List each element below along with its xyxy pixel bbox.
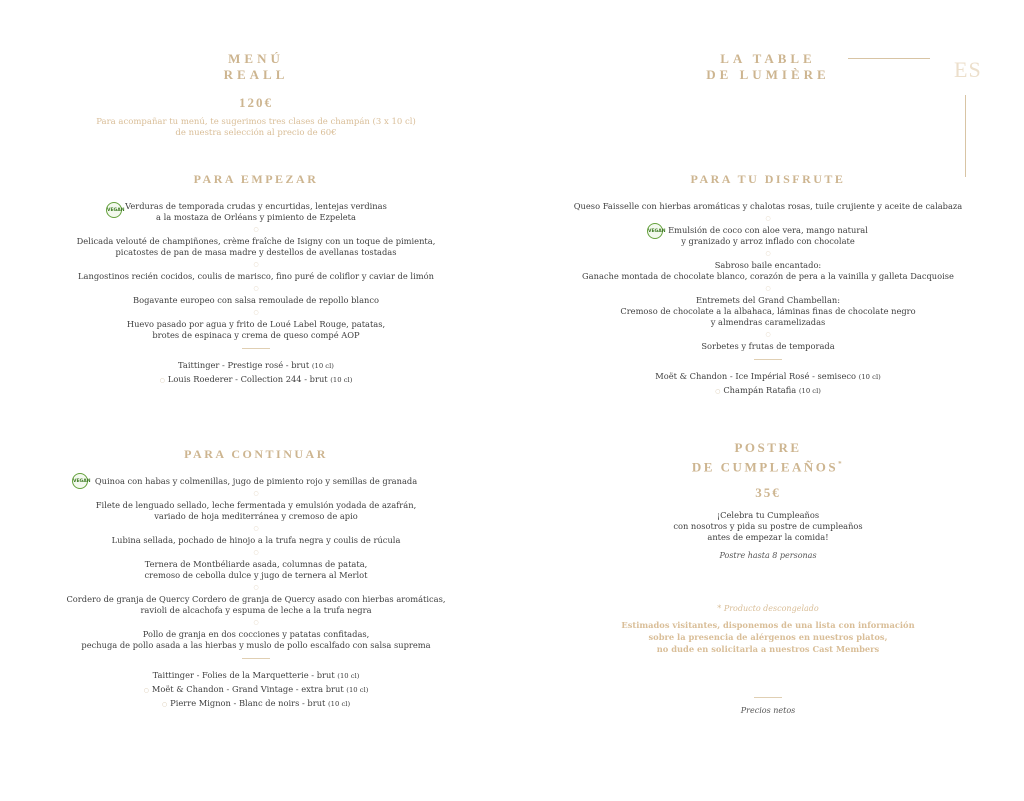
dish-item: Ternera de Montbéliarde asada, columnas de patata, cremoso de cebolla dulce y jugo de ternera al Merlot [144,559,368,580]
separator-dot: ○ [253,309,259,316]
menu-header [60,51,452,139]
vegan-badge-icon: VEGAN [647,223,663,239]
frozen-note: * Producto descongelado [717,604,819,613]
starters-section [60,172,452,387]
mains-title: PARA CONTINUAR [184,447,328,461]
dish-item: Entremets del Grand Chambellan: Cremoso de chocolate a la albahaca, láminas finas de chocolate negro y almendras caramelizadas [620,295,916,327]
vegan-badge-icon: VEGAN [106,202,122,218]
birthday-title-line2: DE CUMPLEAÑOS* [691,459,845,475]
dish-item: Delicada velouté de champiñones, crème fraîche de Isigny con un toque de pimienta, picatostes de pan de masa madre y destellos de avellanas tostadas [76,236,436,257]
drink-item: Taittinger - Prestige rosé - brut (10 cl) [178,360,334,370]
restaurant-name-line2: DE LUMIÈRE [706,67,830,82]
separator-dot: ○ [765,250,771,257]
separator-dot: ○ [253,619,259,626]
drink-item: ○ Moët & Chandon - Grand Vintage - extra brut (10 cl) [143,684,369,694]
separator-dot: ○ [765,215,771,222]
separator-dot: ○ [253,285,259,292]
dish-item: Pollo de granja en dos cocciones y patatas confitadas, pechuga de pollo asada a las hierbas y muslo de pollo escalfado con salsa suprema [81,629,431,650]
champagne-note-line1: Para acompañar tu menú, te sugerimos tres clases de champán (3 x 10 cl) [96,117,416,127]
dish-item: Huevo pasado por agua y frito de Loué Label Rouge, patatas, brotes de espinaca y crema de queso compé AOP [126,319,386,340]
separator-dot: ○ [765,285,771,292]
allergen-line2: sobre la presencia de alérgenos en nuestros platos, [648,632,888,642]
section-divider [242,658,270,659]
dish-item: VEGAN Verduras de temporada crudas y encurtidas, lentejas verdinas a la mostaza de Orléans y pimiento de Ezpeleta [107,201,387,222]
dish-item: Filete de lenguado sellado, leche fermentada y emulsión yodada de azafrán, variado de hoja mediterránea y cremoso de apio [95,500,417,521]
birthday-title-line1: POSTRE [734,440,802,455]
net-prices-label: Precios netos [740,706,796,715]
dish-item: Langostinos recién cocidos, coulis de marisco, fino puré de coliflor y caviar de limón [78,271,434,281]
separator-dot: ○ [253,549,259,556]
separator-dot: ○ [765,331,771,338]
dish-item: Bogavante europeo con salsa remoulade de repollo blanco [132,295,380,305]
starters-title: PARA EMPEZAR [193,172,319,186]
drink-item: Moët & Chandon - Ice Impérial Rosé - semiseco (10 cl) [655,371,881,381]
drink-item: Taittinger - Folies de la Marquetterie - brut (10 cl) [152,670,360,680]
net-prices-block [572,697,964,715]
dish-item: Sorbetes y frutas de temporada [701,341,835,351]
allergen-line3: no dude en solicitarla a nuestros Cast Members [656,644,880,654]
birthday-text-line2: con nosotros y pida su postre de cumpleaños [673,521,863,532]
birthday-text-line1: ¡Celebra tu Cumpleaños [716,510,820,521]
language-label: ES [954,57,982,82]
desserts-section [572,172,964,398]
dish-item: VEGAN Emulsión de coco con aloe vera, mango natural y granizado y arroz inflado con chocolate [648,225,868,246]
allergen-line1: Estimados visitantes, disponemos de una lista con información [621,620,915,630]
separator-dot: ○ [253,490,259,497]
section-divider [754,359,782,360]
dish-item: Queso Faisselle con hierbas aromáticas y chalotas rosas, tuile crujiente y aceite de calabaza [573,201,963,211]
separator-dot: ○ [253,226,259,233]
restaurant-name-line1: LA TABLE [720,51,816,66]
separator-dot: ○ [253,261,259,268]
drink-item: ○ Pierre Mignon - Blanc de noirs - brut (10 cl) [161,698,351,708]
champagne-note-line2: de nuestra selección al precio de 60€ [175,128,337,138]
section-divider [242,348,270,349]
menu-price: 120€ [239,95,273,110]
separator-dot: ○ [253,584,259,591]
dish-item: Lubina sellada, pochado de hinojo a la trufa negra y coulis de rúcula [111,535,401,545]
vegan-badge-icon: VEGAN [72,473,88,489]
birthday-text-line3: antes de empezar la comida! [707,532,829,543]
desserts-title: PARA TU DISFRUTE [690,172,846,186]
decorative-vertical-line [965,95,966,177]
menu-title-line1: MENÚ [228,51,284,66]
footer-section [572,604,964,655]
dish-item: Sabroso baile encantado: Ganache montada de chocolate blanco, corazón de pera a la vainilla y galleta Dacquoise [582,260,954,281]
dish-item: Cordero de granja de Quercy Cordero de granja de Quercy asado con hierbas aromáticas, ravioli de alcachofa y espuma de leche a la trufa negra [66,594,446,615]
menu-title-line2: REALL [223,67,289,82]
birthday-section [572,440,964,560]
dish-item: VEGAN Quinoa con habas y colmenillas, jugo de pimiento rojo y semillas de granada [60,476,452,487]
mains-section [60,447,452,711]
section-divider [754,697,782,698]
separator-dot: ○ [253,525,259,532]
birthday-note: Postre hasta 8 personas [719,551,817,561]
birthday-price: 35€ [755,485,781,501]
restaurant-header [572,51,964,83]
drink-item: ○ Champán Ratafia (10 cl) [715,385,821,395]
drink-item: ○ Louis Roederer - Collection 244 - brut (10 cl) [159,374,353,384]
